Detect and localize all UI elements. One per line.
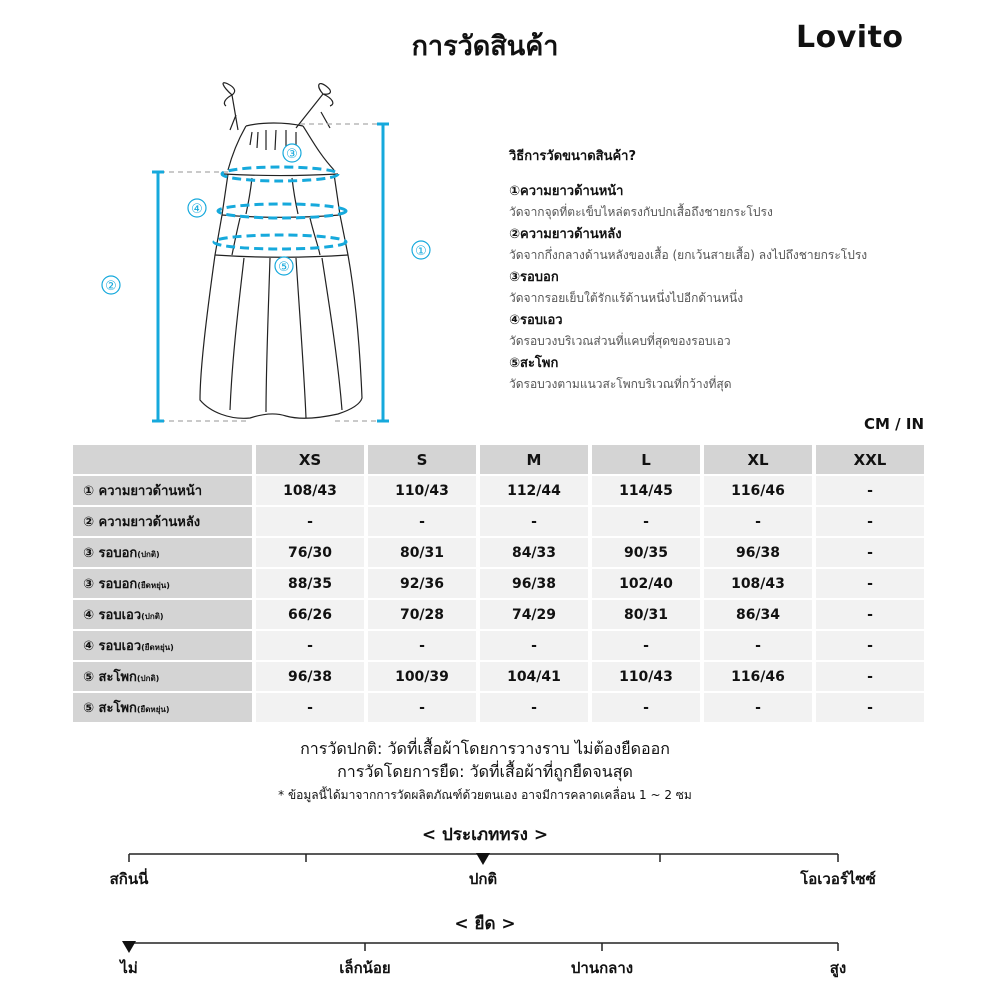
measurement-number: ③ [83,577,95,592]
measurement-row [73,629,926,660]
fit-label-oversize: โอเวอร์ไซซ์ [800,870,876,888]
measurement-value: 88/35 [254,567,366,598]
measurement-value: - [590,629,702,660]
stretch-scale-bar [0,935,1000,959]
corner-cell [73,445,254,474]
measurement-value: 96/38 [478,567,590,598]
measurement-value: - [814,598,926,629]
guide-item-title: ③รอบอก [509,270,559,285]
measurement-name: รอบอก [98,546,138,561]
measurement-qualifier: (ปกติ) [136,674,160,683]
measurement-label [73,567,254,598]
marker-bust: ③ [286,147,298,162]
measurement-value: - [366,691,478,722]
measurement-value: 108/43 [254,474,366,505]
bust-ellipse [222,167,338,181]
measurement-row [73,598,926,629]
measurement-value: - [478,691,590,722]
measurement-value: 74/29 [478,598,590,629]
measurement-value: 84/33 [478,536,590,567]
measurement-value: - [254,629,366,660]
measurement-row [73,691,926,722]
measurement-label [73,598,254,629]
measurement-value: 102/40 [590,567,702,598]
marker-hip: ⑤ [278,260,290,275]
measurement-value: - [590,691,702,722]
measurement-number: ④ [83,639,95,654]
measurement-name: ความยาวด้านหลัง [98,515,201,530]
measurement-qualifier: (ปกติ) [141,612,164,621]
measurement-value: - [366,629,478,660]
stretch-selected-marker-icon [122,941,136,953]
measurement-value: 100/39 [366,660,478,691]
measurement-value: 96/38 [254,660,366,691]
measurement-value: - [254,505,366,536]
measurement-value: - [702,629,814,660]
measurement-row [73,505,926,536]
measurement-value: 116/46 [702,474,814,505]
hip-ellipse [214,235,346,249]
note-disclaimer: * ข้อมูลนี้ได้มาจากการวัดผลิตภัณฑ์ด้วยตนเอง อาจมีการคลาดเคลื่อน 1 ~ 2 ซม [278,788,692,802]
unit-label: CM / IN [864,415,924,433]
measure-guides [152,124,389,421]
measurement-value: 86/34 [702,598,814,629]
size-table-body [73,474,926,722]
brand-logo: Lovito [796,20,904,55]
measurement-label [73,691,254,722]
size-header: S [366,445,478,474]
measurement-value: 80/31 [590,598,702,629]
measurement-value: - [366,505,478,536]
measurement-value: 104/41 [478,660,590,691]
measurement-row [73,536,926,567]
guide-item [509,311,979,351]
note-normal: การวัดปกติ: วัดที่เสื้อผ้าโดยการวางราบ ไม่ต้องยืดออก [300,739,670,758]
guide-item-desc: วัดจากกึ่งกลางด้านหลังของเสื้อ (ยกเว้นสายเสื้อ) ลงไปถึงชายกระโปรง [509,248,868,262]
measurement-value: - [814,691,926,722]
measurement-row [73,567,926,598]
guide-item-desc: วัดจากจุดที่ตะเข็บไหล่ตรงกับปกเสื้อถึงชายกระโปรง [509,205,773,219]
measurement-value: - [814,505,926,536]
guide-item [509,354,979,394]
marker-back-length: ② [105,279,117,294]
guide-item [509,182,979,222]
measurement-value: 108/43 [702,567,814,598]
measurement-number: ① [83,484,95,499]
guide-item-desc: วัดจากรอยเย็บใต้รักแร้ด้านหนึ่งไปอีกด้านหนึ่ง [509,291,744,305]
measurement-qualifier: (ยืดหยุ่น) [136,705,170,714]
size-header: XL [702,445,814,474]
guide-item-title: ④รอบเอว [509,313,563,328]
guide-item [509,225,979,265]
guide-item-title: ②ความยาวด้านหลัง [509,227,622,242]
measure-guide [509,145,979,397]
measurement-value: 70/28 [366,598,478,629]
stretch-label-slight: เล็กน้อย [339,959,391,977]
guide-item-title: ①ความยาวด้านหน้า [509,184,624,199]
measurement-value: 66/26 [254,598,366,629]
stretch-title: < ยืด > [454,914,516,934]
measurement-value: 112/44 [478,474,590,505]
measurement-qualifier: (ยืดหยุ่น) [141,643,174,652]
size-header: XS [254,445,366,474]
measurement-value: - [702,505,814,536]
size-header: M [478,445,590,474]
measurement-name: รอบเอว [98,608,142,623]
guide-item-title: ⑤สะโพก [509,356,559,371]
measurement-qualifier: (ปกติ) [137,550,160,559]
measurement-value: - [814,660,926,691]
guide-item [509,268,979,308]
measurement-name: รอบอก [98,577,138,592]
measurement-value: 90/35 [590,536,702,567]
measurement-number: ⑤ [83,701,95,716]
stretch-label-high: สูง [829,959,847,977]
measurement-value: 114/45 [590,474,702,505]
stretch-label-medium: ปานกลาง [570,959,634,977]
size-header: L [590,445,702,474]
measurement-value: - [814,474,926,505]
measurement-number: ③ [83,546,95,561]
measurement-number: ④ [83,608,95,623]
marker-front-length: ① [415,244,427,259]
measurement-name: ความยาวด้านหน้า [98,484,203,499]
measurement-value: 96/38 [702,536,814,567]
measurement-label [73,474,254,505]
measurement-label [73,505,254,536]
measurement-value: - [814,567,926,598]
fit-label-regular: ปกติ [468,870,498,888]
marker-waist: ④ [191,202,203,217]
measurement-value: 116/46 [702,660,814,691]
measurement-value: - [702,691,814,722]
measurement-label [73,629,254,660]
measurement-value: 110/43 [366,474,478,505]
dress-outline [200,83,362,419]
guide-item-desc: วัดรอบวงบริเวณส่วนที่แคบที่สุดของรอบเอว [509,334,731,348]
page-title: การวัดสินค้า [411,31,559,62]
measurement-value: - [814,536,926,567]
guide-question: วิธีการวัดขนาดสินค้า? [509,149,637,164]
size-header: XXL [814,445,926,474]
measurement-value: - [590,505,702,536]
measurement-name: รอบเอว [98,639,142,654]
measurement-name: สะโพก [98,670,137,685]
size-header-row [73,445,926,474]
measurement-number: ② [83,515,95,530]
measurement-row [73,474,926,505]
measurement-value: - [478,505,590,536]
size-table [73,445,926,722]
measurement-name: สะโพก [98,701,137,716]
measurement-value: 76/30 [254,536,366,567]
measurement-value: 92/36 [366,567,478,598]
measurement-value: - [814,629,926,660]
guide-item-desc: วัดรอบวงตามแนวสะโพกบริเวณที่กว้างที่สุด [509,377,732,391]
dress-illustration [0,60,500,440]
stretch-label-none: ไม่ [120,959,138,977]
measurement-number: ⑤ [83,670,95,685]
measurement-value: - [478,629,590,660]
fit-type-title: < ประเภททรง > [421,825,549,845]
fit-selected-marker-icon [476,853,490,865]
measurement-label [73,536,254,567]
measurement-value: 80/31 [366,536,478,567]
measurement-value: - [254,691,366,722]
measurement-row [73,660,926,691]
measurement-label [73,660,254,691]
fit-label-skinny: สกินนี่ [109,870,149,888]
note-stretch: การวัดโดยการยืด: วัดที่เสื้อผ้าที่ถูกยืดจนสุด [337,762,633,781]
measurement-value: 110/43 [590,660,702,691]
measurement-qualifier: (ยืดหยุ่น) [137,581,170,590]
